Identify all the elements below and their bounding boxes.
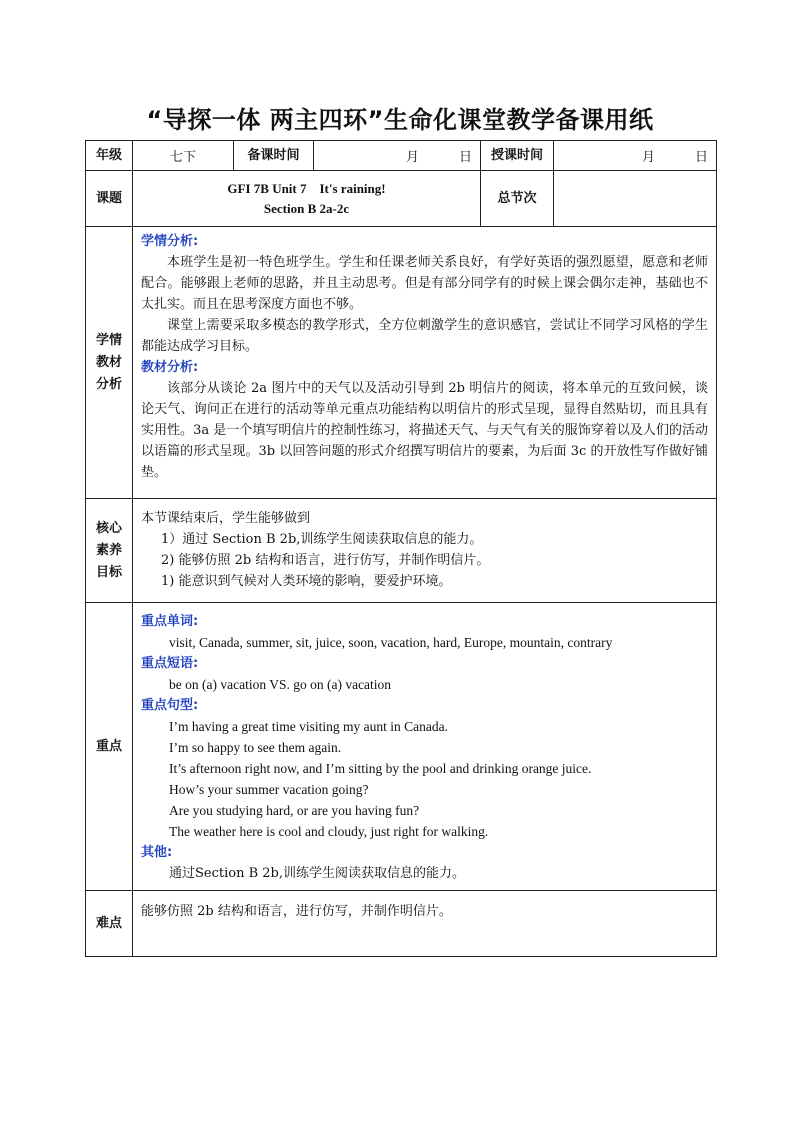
topic-label: 课题 [86,171,133,227]
goals-intro: 本节课结束后，学生能够做到 [141,510,311,526]
goals-label-line: 核心 [95,520,122,536]
material-analysis-para: 该部分从谈论 2a 图片中的天气以及活动引导到 2b 明信片的阅读，将本单元的互致问候，谈论天气、询问正在进行的活动等单元重点功能结构以明信片的形式呈现，显得自然贴切，而且具有实用性。3a 是一个填写明信片的控制性练习，将描述天气、与天气有关的服饰穿着以及人们的活动以语篇的形式呈现。3b 以回答问题的形式介绍撰写明信片的要素，为后面 3c 的开放性写作做好铺垫。 [141,381,708,480]
prep-time-label: 备课时间 [234,141,314,171]
sentence-item: How’s your summer vacation going? [169,782,369,797]
page-title: “导探一体 两主四环”生命化课堂教学备课用纸 [146,106,654,134]
prep-day: 日 [458,150,472,165]
student-analysis-para: 课堂上需要采取多模态的教学形式，全方位刺激学生的意识感官，尝试让不同学习风格的学生都能达成学习目标。 [141,318,708,354]
keypoints-content [133,603,717,891]
topic-line-1: GFI 7B Unit 7 It's raining! [227,180,386,196]
goal-item: 1）通过 Section B 2b,训练学生阅读获取信息的能力。 [161,531,483,547]
teach-date [554,141,717,171]
analysis-label-line: 教材 [95,354,122,370]
topic-value [133,171,481,227]
material-analysis-heading: 教材分析: [141,360,199,375]
grade-value: 七下 [133,141,234,171]
grade-label: 年级 [86,141,133,171]
goals-content [133,499,717,603]
words-list: visit, Canada, summer, sit, juice, soon, vacation, hard, Europe, mountain, contrary [169,635,613,650]
keypoints-row [86,603,717,891]
goal-item: 1) 能意识到气候对人类环境的影响，要爱护环境。 [161,573,452,589]
sentence-item: The weather here is cool and cloudy, just right for walking. [169,824,489,839]
topic-row [86,171,717,227]
sentence-item: It’s afternoon right now, and I’m sitting by the pool and drinking orange juice. [169,761,592,776]
goal-item: 2) 能够仿照 2b 结构和语言，进行仿写，并制作明信片。 [161,552,490,568]
total-lessons-label: 总节次 [481,171,554,227]
other-heading: 其他: [141,845,173,860]
teach-day: 日 [694,150,708,165]
sentence-item: I’m having a great time visiting my aunt in Canada. [169,719,448,734]
prep-month: 月 [405,150,419,165]
analysis-label-line: 学情 [95,332,122,348]
topic-line-2: Section B 2a-2c [263,200,350,216]
sentence-item: Are you studying hard, or are you having fun? [169,803,420,818]
phrases-heading: 重点短语: [141,656,199,671]
words-heading: 重点单词: [141,614,199,629]
sentences-heading: 重点句型: [141,698,199,713]
goals-label [86,499,133,603]
goals-label-line: 目标 [95,564,122,580]
sentence-item: I’m so happy to see them again. [169,740,342,755]
goals-row [86,499,717,603]
phrases-list: be on (a) vacation VS. go on (a) vacation [169,677,392,692]
student-analysis-heading: 学情分析: [141,234,199,249]
analysis-content [133,227,717,499]
goals-label-line: 素养 [95,542,122,558]
other-text: 通过Section B 2b,训练学生阅读获取信息的能力。 [169,866,466,881]
header-row [86,141,717,171]
lesson-plan-table [85,140,717,957]
difficulty-row [86,891,717,957]
keypoints-label: 重点 [86,603,133,891]
analysis-label-line: 分析 [95,376,122,392]
student-analysis-para: 本班学生是初一特色班学生。学生和任课老师关系良好，有学好英语的强烈愿望，愿意和老师配合。能够跟上老师的思路，并且主动思考。但是有部分同学有的时候上课会偶尔走神，基础也不太扎实。而且在思考深度方面也不够。 [141,255,708,312]
analysis-label [86,227,133,499]
analysis-row [86,227,717,499]
difficulty-label: 难点 [86,891,133,957]
total-lessons-value [554,171,717,227]
difficulty-text: 能够仿照 2b 结构和语言，进行仿写，并制作明信片。 [141,904,452,919]
difficulty-content [133,891,717,957]
teach-month: 月 [641,150,655,165]
prep-date [314,141,481,171]
teach-time-label: 授课时间 [481,141,554,171]
